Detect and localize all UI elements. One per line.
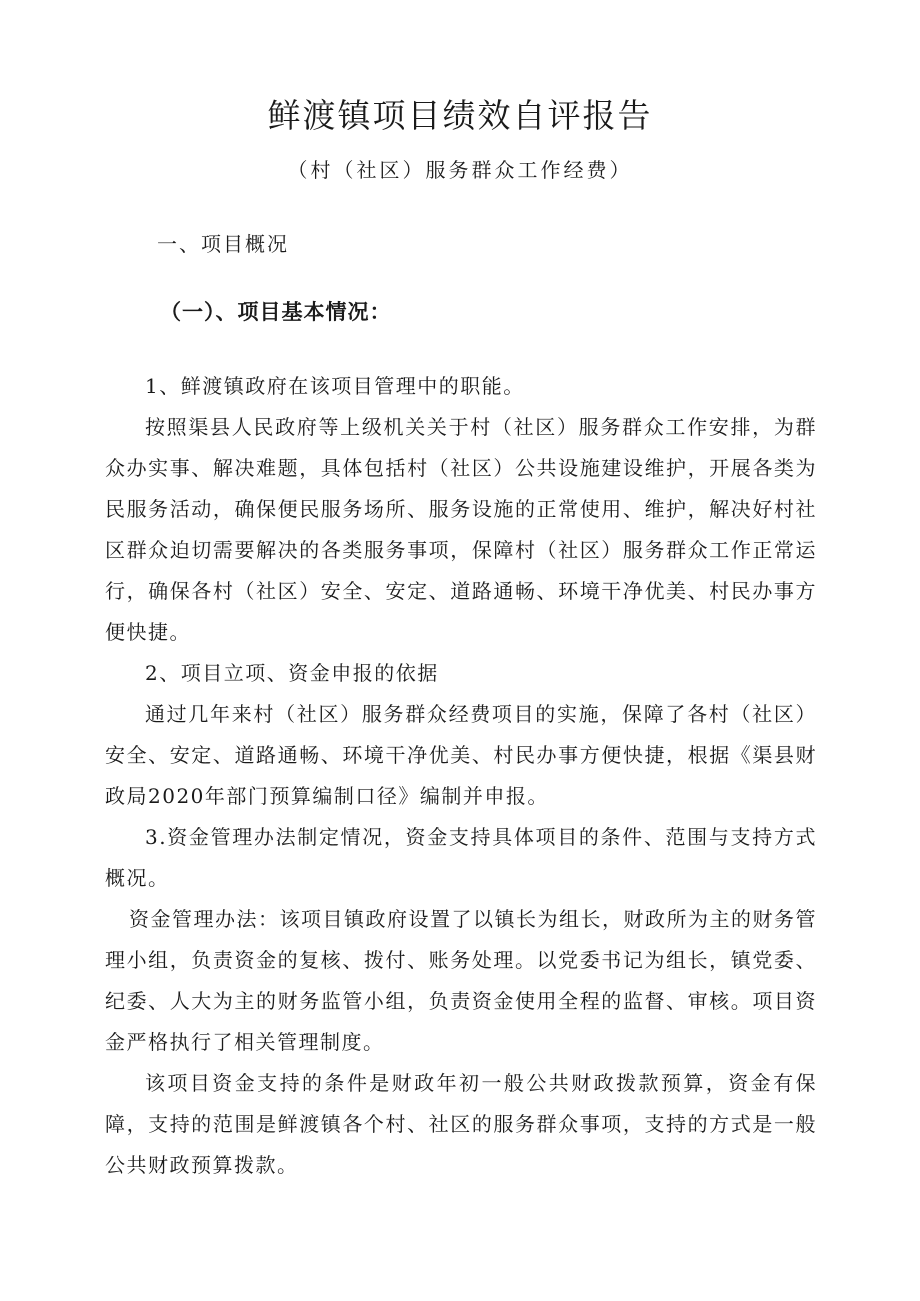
paragraph-management-heading: 3.资金管理办法制定情况，资金支持具体项目的条件、范围与支持方式概况。 (105, 825, 817, 890)
document-body (105, 366, 817, 1186)
paragraph-support-conditions: 该项目资金支持的条件是财政年初一般公共财政拨款预算，资金有保障，支持的范围是鲜渡镇各个村、社区的服务群众事项，支持的方式是一般公共财政预算拨款。 (105, 1071, 817, 1177)
document-title: 鲜渡镇项目绩效自评报告 (267, 96, 653, 135)
paragraph-management-method: 资金管理办法：该项目镇政府设置了以镇长为组长，财政所为主的财务管理小组，负责资金的复核、拨付、账务处理。以党委书记为组长，镇党委、纪委、人大为主的财务监管小组，负责资金使用全程的监督、审核。项目资金严格执行了相关管理制度。 (105, 907, 817, 1054)
section-heading: 一、项目概况 (157, 232, 289, 256)
subsection-heading: （一）、项目基本情况： (160, 300, 392, 324)
paragraph-basis-detail: 通过几年来村（社区）服务群众经费项目的实施，保障了各村（社区）安全、安定、道路通畅、环境干净优美、村民办事方便快捷，根据《渠县财政局2020年部门预算编制口径》编制并申报。 (105, 702, 817, 808)
paragraph-function-heading: 1、鲜渡镇政府在该项目管理中的职能。 (145, 374, 525, 398)
paragraph-function-detail: 按照渠县人民政府等上级机关关于村（社区）服务群众工作安排，为群众办实事、解决难题，具体包括村（社区）公共设施建设维护，开展各类为民服务活动，确保便民服务场所、服务设施的正常使用、维护，解决好村社区群众迫切需要解决的各类服务事项，保障村（社区）服务群众工作正常运行，确保各村（社区）安全、安定、道路通畅、环境干净优美、村民办事方便快捷。 (105, 415, 817, 644)
paragraph-basis-heading: 2、项目立项、资金申报的依据 (145, 661, 439, 685)
document-subtitle: （村（社区）服务群众工作经费） (287, 158, 633, 182)
